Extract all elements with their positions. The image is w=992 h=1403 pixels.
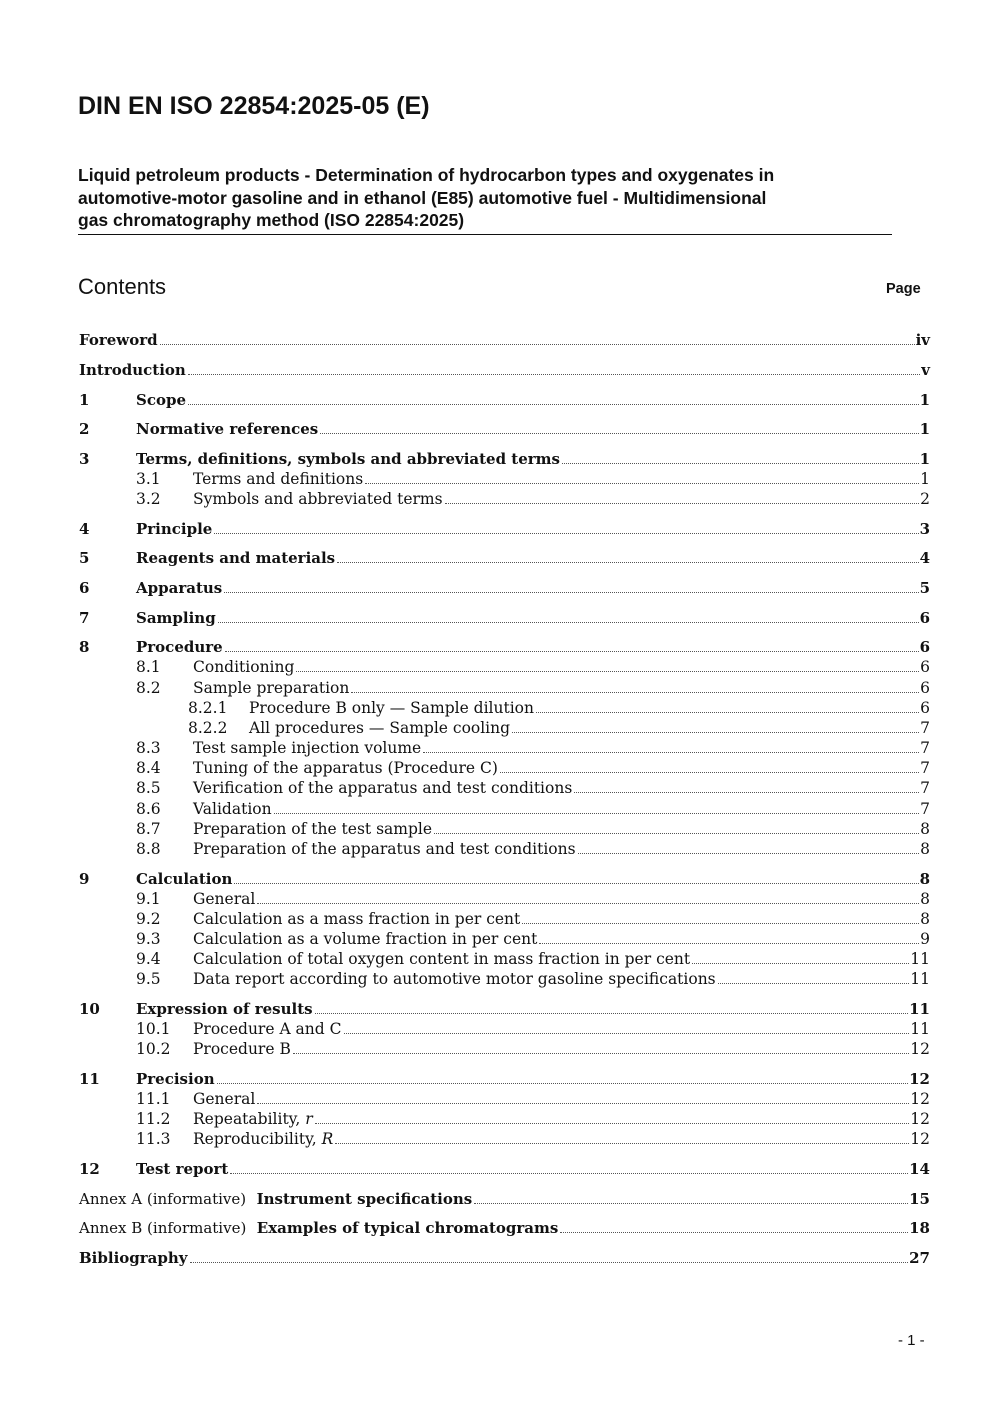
toc-entry-page: 6: [920, 679, 930, 697]
toc-entry-number: 3.2: [136, 490, 161, 508]
toc-entry-number: 7: [79, 609, 90, 627]
toc-entry-page: 15: [909, 1190, 930, 1208]
toc-entry-page: 6: [919, 638, 930, 656]
toc-dot-leader: [218, 622, 919, 623]
toc-entry[interactable]: [79, 999, 930, 1019]
toc-entry[interactable]: [79, 778, 930, 798]
toc-dot-leader: [225, 651, 919, 652]
toc-entry[interactable]: [79, 839, 930, 859]
contents-heading: Contents: [78, 274, 167, 299]
toc-entry-label: Conditioning: [193, 658, 295, 676]
toc-dot-leader: [224, 592, 918, 593]
toc-entry[interactable]: [79, 1129, 930, 1149]
toc-entry[interactable]: [79, 1069, 930, 1089]
toc-entry[interactable]: [79, 390, 930, 410]
toc-entry-label: Calculation as a mass fraction in per cent: [193, 910, 521, 928]
toc-entry-number: 8.2: [136, 679, 161, 697]
toc-entry-label: Calculation as a volume fraction in per cent: [193, 930, 538, 948]
toc-entry-page: 18: [909, 1219, 930, 1237]
toc-entry-number: 6: [79, 579, 90, 597]
toc-entry-label: Calculation: [136, 870, 233, 888]
toc-entry-page: 8: [920, 910, 930, 928]
toc-entry-page: 8: [920, 820, 930, 838]
toc-entry-page: 7: [920, 719, 930, 737]
toc-dot-leader: [351, 692, 919, 693]
toc-dot-leader: [718, 983, 910, 984]
toc-entry[interactable]: [79, 1218, 930, 1238]
toc-entry[interactable]: [79, 1189, 930, 1209]
toc-entry-number: 9.4: [136, 950, 161, 968]
toc-entry-number: 11: [79, 1070, 100, 1088]
toc-entry-number: 8.4: [136, 759, 161, 777]
toc-entry-label: Bibliography: [79, 1249, 188, 1267]
toc-entry-label: Normative references: [136, 420, 319, 438]
toc-entry-number: 5: [79, 549, 90, 567]
toc-entry-label: [79, 1189, 472, 1209]
toc-entry[interactable]: [79, 698, 930, 718]
toc-entry-page: 1: [919, 450, 930, 468]
toc-entry-page: 6: [919, 609, 930, 627]
subtitle-line: automotive-motor gasoline and in ethanol (E85) automotive fuel - Multidimensional: [78, 187, 767, 208]
page-column-heading: Page: [886, 281, 921, 297]
toc-entry-number: 8.8: [136, 840, 161, 858]
toc-entry[interactable]: [79, 1248, 930, 1268]
toc-entry-label: Reagents and materials: [136, 549, 336, 567]
toc-entry-page: v: [921, 361, 930, 379]
toc-entry-page: 5: [919, 579, 930, 597]
toc-dot-leader: [320, 433, 918, 434]
toc-entry-number: 8.3: [136, 739, 161, 757]
toc-entry-page: 11: [910, 970, 930, 988]
page-number: - 1 -: [898, 1332, 925, 1349]
toc-entry-label: Data report according to automotive motor gasoline specifications: [193, 970, 716, 988]
toc-annex-title: Instrument specifications: [256, 1190, 473, 1208]
toc-entry-symbol: r: [305, 1110, 313, 1128]
toc-entry-page: 1: [919, 420, 930, 438]
toc-entry[interactable]: [79, 1109, 930, 1129]
toc-entry[interactable]: [79, 469, 930, 489]
toc-entry-number: 8.1: [136, 658, 161, 676]
toc-entry-page: 3: [919, 520, 930, 538]
toc-entry[interactable]: [79, 489, 930, 509]
toc-entry-number: 3: [79, 450, 90, 468]
toc-entry-number: 11.1: [136, 1090, 171, 1108]
toc-dot-leader: [160, 344, 915, 345]
toc-entry[interactable]: [79, 758, 930, 778]
toc-entry-number: 8.2.1: [188, 699, 228, 717]
toc-entry-page: 7: [920, 759, 930, 777]
toc-entry-label-text: Repeatability,: [193, 1110, 306, 1128]
toc-entry[interactable]: [79, 929, 930, 949]
toc-entry-page: 4: [919, 549, 930, 567]
toc-entry-label: Procedure B: [193, 1040, 291, 1058]
toc-dot-leader: [536, 712, 919, 713]
toc-entry-label: Tuning of the apparatus (Procedure C): [193, 759, 498, 777]
toc-entry-label: Test report: [136, 1160, 229, 1178]
toc-entry-page: 2: [920, 490, 930, 508]
toc-entry[interactable]: [79, 548, 930, 568]
toc-entry-page: 7: [920, 800, 930, 818]
toc-entry-page: 1: [920, 470, 930, 488]
toc-entry-page: 8: [920, 890, 930, 908]
toc-entry-label: Validation: [193, 800, 272, 818]
toc-entry-number: 8.5: [136, 779, 161, 797]
toc-entry-label: Scope: [136, 391, 187, 409]
toc-entry[interactable]: [79, 869, 930, 889]
toc-entry-page: 11: [910, 1020, 930, 1038]
toc-entry-label: Calculation of total oxygen content in mass fraction in per cent: [193, 950, 691, 968]
toc-dot-leader: [296, 671, 919, 672]
toc-entry-label: Terms and definitions: [193, 470, 364, 488]
toc-entry[interactable]: [79, 819, 930, 839]
toc-dot-leader: [274, 813, 920, 814]
toc-entry-number: 8.7: [136, 820, 161, 838]
toc-entry-label: Preparation of the apparatus and test conditions: [193, 840, 576, 858]
toc-entry[interactable]: [79, 1019, 930, 1039]
toc-dot-leader: [500, 772, 919, 773]
toc-entry[interactable]: [79, 637, 930, 657]
toc-dot-leader: [692, 963, 909, 964]
toc-entry-number: 8: [79, 638, 90, 656]
toc-dot-leader: [539, 943, 919, 944]
toc-entry-number: 9: [79, 870, 90, 888]
toc-entry-label: Sampling: [136, 609, 216, 627]
toc-entry[interactable]: [79, 1089, 930, 1109]
toc-entry-label: Apparatus: [136, 579, 223, 597]
toc-entry-label: General: [193, 890, 256, 908]
toc-entry[interactable]: [79, 449, 930, 469]
toc-entry-page: iv: [915, 331, 930, 349]
toc-entry-number: 8.2.2: [188, 719, 228, 737]
toc-dot-leader: [190, 1262, 909, 1263]
toc-dot-leader: [315, 1013, 909, 1014]
toc-entry-label: Introduction: [79, 361, 186, 379]
toc-entry-number: 12: [79, 1160, 100, 1178]
toc-entry-number: 10.2: [136, 1040, 171, 1058]
toc-entry[interactable]: [79, 519, 930, 539]
toc-entry-symbol: R: [321, 1130, 334, 1148]
toc-entry-page: 27: [909, 1249, 930, 1267]
toc-entry-label: Precision: [136, 1070, 215, 1088]
toc-dot-leader: [423, 752, 919, 753]
toc-entry[interactable]: [79, 657, 930, 677]
toc-entry-label: Symbols and abbreviated terms: [193, 490, 443, 508]
toc-dot-leader: [512, 732, 919, 733]
subtitle-line: gas chromatography method (ISO 22854:2025): [78, 210, 465, 230]
document-title: DIN EN ISO 22854:2025-05 (E): [78, 92, 430, 120]
toc-entry-label: Expression of results: [136, 1000, 313, 1018]
toc-entry-label: Foreword: [79, 331, 158, 349]
toc-dot-leader: [337, 562, 918, 563]
toc-entry-page: 14: [909, 1160, 930, 1178]
toc-dot-leader: [214, 533, 918, 534]
toc-entry-page: 6: [920, 658, 930, 676]
toc-entry[interactable]: [79, 360, 930, 380]
toc-dot-leader: [574, 792, 919, 793]
toc-entry[interactable]: [79, 608, 930, 628]
toc-entry-number: 9.1: [136, 890, 161, 908]
toc-entry-label: [193, 1109, 313, 1129]
toc-dot-leader: [188, 404, 919, 405]
toc-entry[interactable]: [79, 578, 930, 598]
toc-dot-leader: [365, 483, 919, 484]
toc-entry-page: 12: [910, 1110, 930, 1128]
toc-entry-label: Terms, definitions, symbols and abbreviated terms: [136, 450, 560, 468]
toc-dot-leader: [217, 1083, 909, 1084]
toc-dot-leader: [293, 1053, 909, 1054]
toc-entry-page: 6: [920, 699, 930, 717]
toc-entry[interactable]: [79, 738, 930, 758]
toc-dot-leader: [560, 1232, 908, 1233]
toc-entry-number: 11.2: [136, 1110, 171, 1128]
toc-entry-page: 7: [920, 779, 930, 797]
toc-dot-leader: [234, 883, 918, 884]
toc-entry-number: 11.3: [136, 1130, 171, 1148]
toc-dot-leader: [230, 1173, 908, 1174]
toc-entry-number: 8.6: [136, 800, 161, 818]
toc-dot-leader: [315, 1123, 910, 1124]
toc-dot-leader: [188, 374, 920, 375]
toc-entry-label: Preparation of the test sample: [193, 820, 433, 838]
toc-entry[interactable]: [79, 889, 930, 909]
toc-annex-designation: Annex B (informative): [79, 1219, 247, 1237]
toc-entry-label: All procedures — Sample cooling: [249, 719, 511, 737]
toc-entry[interactable]: [79, 1159, 930, 1179]
toc-dot-leader: [434, 833, 919, 834]
toc-entry-number: 3.1: [136, 470, 161, 488]
toc-entry-label: Verification of the apparatus and test conditions: [193, 779, 573, 797]
toc-dot-leader: [445, 503, 920, 504]
toc-entry-number: 9.5: [136, 970, 161, 988]
toc-dot-leader: [257, 903, 919, 904]
toc-entry-page: 11: [909, 1000, 930, 1018]
toc-entry[interactable]: [79, 718, 930, 738]
toc-entry-number: 9.2: [136, 910, 161, 928]
toc-entry-number: 1: [79, 391, 90, 409]
toc-dot-leader: [522, 923, 919, 924]
toc-entry-page: 12: [909, 1070, 930, 1088]
toc-entry-page: 9: [920, 930, 930, 948]
toc-entry[interactable]: [79, 1039, 930, 1059]
toc-entry-label: Procedure B only — Sample dilution: [249, 699, 534, 717]
toc-entry[interactable]: [79, 678, 930, 698]
toc-dot-leader: [344, 1033, 910, 1034]
toc-annex-designation: Annex A (informative): [79, 1190, 247, 1208]
toc-entry-page: 7: [920, 739, 930, 757]
toc-entry-page: 12: [910, 1040, 930, 1058]
toc-dot-leader: [562, 463, 919, 464]
toc-entry-label: Procedure: [136, 638, 223, 656]
toc-dot-leader: [257, 1103, 909, 1104]
toc-entry-label: Principle: [136, 520, 213, 538]
toc-entry-number: 2: [79, 420, 90, 438]
toc-entry-number: 10: [79, 1000, 100, 1018]
toc-entry-page: 12: [910, 1130, 930, 1148]
toc-entry-label: Test sample injection volume: [193, 739, 422, 757]
toc-annex-title: Examples of typical chromatograms: [256, 1219, 559, 1237]
toc-dot-leader: [335, 1143, 909, 1144]
toc-entry-label: [193, 1129, 333, 1149]
toc-entry-label: General: [193, 1090, 256, 1108]
toc-entry-label: Procedure A and C: [193, 1020, 342, 1038]
toc-dot-leader: [578, 853, 920, 854]
toc-entry[interactable]: [79, 799, 930, 819]
toc-entry[interactable]: [79, 909, 930, 929]
toc-entry-label-text: Reproducibility,: [193, 1130, 322, 1148]
toc-entry-number: 10.1: [136, 1020, 171, 1038]
toc-entry[interactable]: [79, 949, 930, 969]
toc-entry-label: [79, 1218, 558, 1238]
subtitle-line: Liquid petroleum products - Determination of hydrocarbon types and oxygenates in: [78, 165, 775, 185]
toc-entry-page: 8: [920, 840, 930, 858]
toc-entry[interactable]: [79, 330, 930, 350]
toc-entry[interactable]: [79, 969, 930, 989]
toc-entry-page: 1: [919, 391, 930, 409]
toc-entry-page: 12: [910, 1090, 930, 1108]
toc-entry[interactable]: [79, 419, 930, 439]
toc-entry-page: 11: [910, 950, 930, 968]
toc-entry-page: 8: [919, 870, 930, 888]
toc-entry-number: 9.3: [136, 930, 161, 948]
toc-dot-leader: [474, 1203, 908, 1204]
toc-entry-label: Sample preparation: [193, 679, 350, 697]
toc-entry-number: 4: [79, 520, 90, 538]
